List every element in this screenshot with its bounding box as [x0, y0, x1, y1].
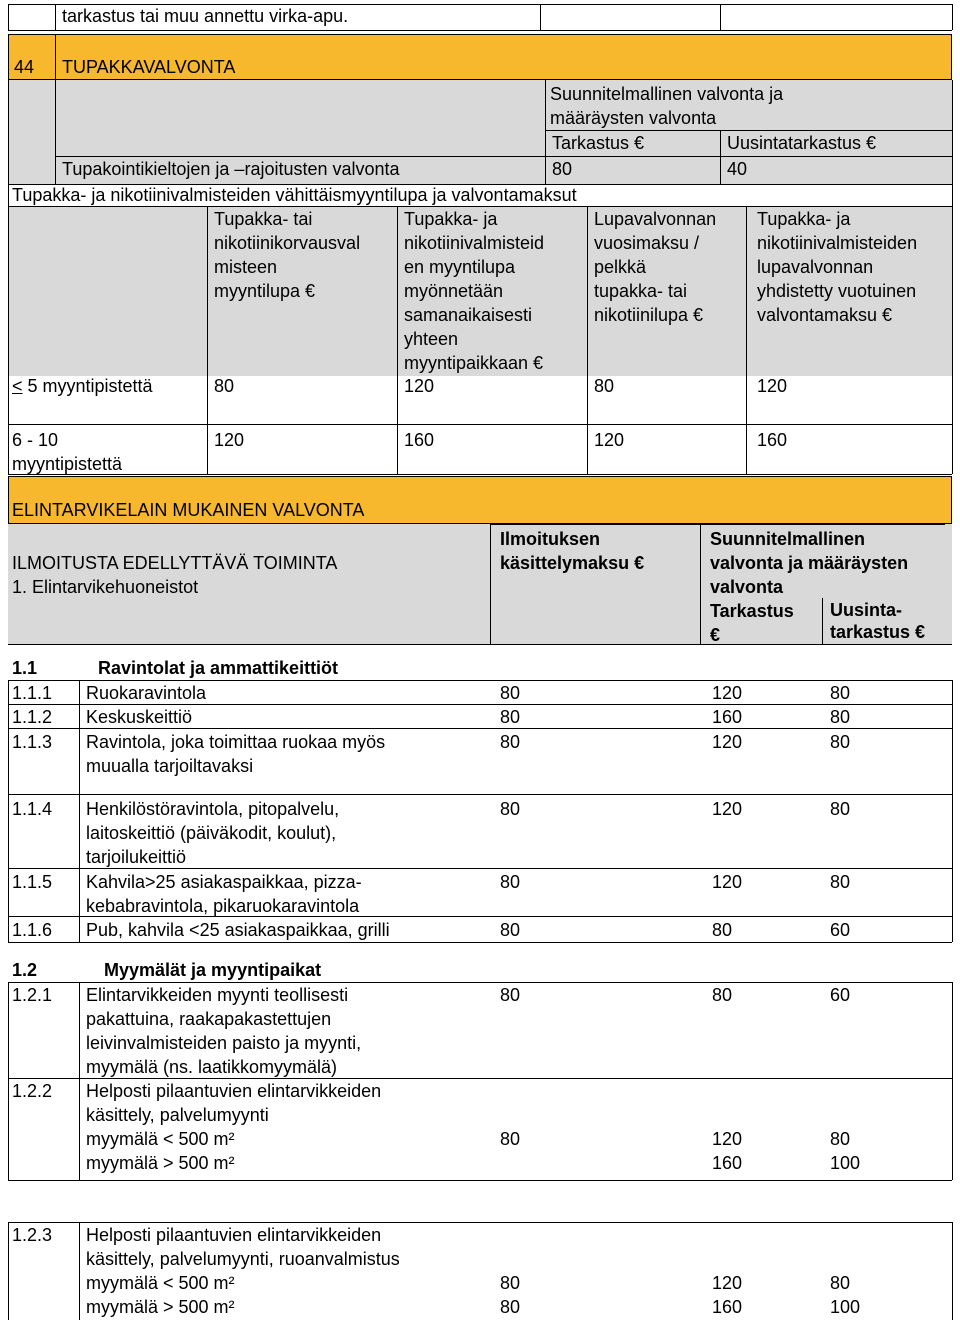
row-1-2-2-insp-large: 160 — [712, 1153, 743, 1173]
row-1-1-6-num: 1.1.6 — [12, 920, 53, 940]
permit-col4-header: Tupakka- ja nikotiinivalmisteiden lupavalvonnan yhdistetty vuotuinen valvontamaksu € — [757, 209, 918, 325]
fee-header: Ilmoituksen käsittelymaksu € — [500, 529, 645, 573]
row-1-1-5-reinsp: 80 — [830, 872, 851, 892]
row-1-1-6-reinsp: 60 — [830, 920, 851, 940]
row-1-1-3-fee: 80 — [500, 732, 521, 752]
permit-col3-header: Lupavalvonnan vuosimaksu / pelkkä tupakka- tai nikotiinilupa € — [594, 209, 717, 325]
group-1-1-num: 1.1 — [12, 658, 38, 678]
row-1-1-6-insp: 80 — [712, 920, 733, 940]
food-sub2: 1. Elintarvikehuoneistot — [12, 577, 199, 597]
smoking-ban-inspection: 80 — [552, 159, 573, 179]
permit-row-2-value-2: 160 — [404, 430, 435, 450]
col-inspection: Tarkastus € — [552, 133, 645, 153]
row-1-1-6-label: Pub, kahvila <25 asiakaspaikkaa, grilli — [86, 920, 390, 940]
row-1-1-1-reinsp: 80 — [830, 683, 851, 703]
row-1-1-2-num: 1.1.2 — [12, 707, 53, 727]
permit-row-2-value-3: 120 — [594, 430, 625, 450]
group-1-1-title: Ravintolat ja ammattikeittiöt — [98, 658, 339, 678]
plan-header-line2: määräysten valvonta — [550, 108, 717, 128]
row-1-2-1-insp: 80 — [712, 985, 733, 1005]
row-1-2-3-reinsp-small: 80 — [830, 1273, 851, 1293]
permit-row-1-label: < 5 myyntipistettä — [12, 376, 153, 396]
row-1-1-6-fee: 80 — [500, 920, 521, 940]
food-col-inspection: Tarkastus € — [710, 601, 794, 645]
row-1-1-4-num: 1.1.4 — [12, 799, 53, 819]
permit-col2-header: Tupakka- ja nikotiinivalmisteid en myyntilupa myönnetään samanaikaisesti yhteen myyntipaikkaan € — [404, 209, 545, 373]
permit-row-1-value-4: 120 — [757, 376, 788, 396]
permit-row-2-label-line2: myyntipistettä — [12, 454, 123, 474]
row-1-2-1-num: 1.2.1 — [12, 985, 53, 1005]
row-1-2-2-reinsp-small: 80 — [830, 1129, 851, 1149]
row-1-1-3-reinsp: 80 — [830, 732, 851, 752]
row-1-2-3-label: Helposti pilaantuvien elintarvikkeiden käsittely, palvelumyynti, ruoanvalmistus myymälä < 500 m² myymälä > 500 m² — [86, 1225, 400, 1317]
permit-row-1-value-2: 120 — [404, 376, 435, 396]
col-reinspection: Uusintatarkastus € — [727, 133, 877, 153]
permit-row-2-value-4: 160 — [757, 430, 788, 450]
row-1-1-2-label: Keskuskeittiö — [86, 707, 193, 727]
row-1-2-2-label: Helposti pilaantuvien elintarvikkeiden käsittely, palvelumyynti myymälä < 500 m² myymälä > 500 m² — [86, 1081, 382, 1173]
row-1-2-1-label: Elintarvikkeiden myynti teollisesti pakattuina, raakapakastettujen leivinvalmisteiden paisto ja myynti, myymälä (ns. laatikkomyymälä) — [86, 985, 362, 1077]
plan-header: Suunnitelmallinen valvonta ja määräysten valvonta — [710, 529, 909, 597]
row-1-1-1-insp: 120 — [712, 683, 743, 703]
smoking-ban-label: Tupakointikieltojen ja –rajoitusten valvonta — [62, 159, 400, 179]
permit-title: Tupakka- ja nikotiinivalmisteiden vähittäismyyntilupa ja valvontamaksut — [12, 185, 577, 205]
row-1-2-3-num: 1.2.3 — [12, 1225, 53, 1245]
permit-row-1-value-3: 80 — [594, 376, 615, 396]
row-1-1-5-fee: 80 — [500, 872, 521, 892]
row-1-1-4-label: Henkilöstöravintola, pitopalvelu, laitoskeittiö (päiväkodit, koulut), tarjoilukeittiö — [86, 799, 340, 867]
food-col-reinspection: Uusinta- tarkastus € — [830, 600, 926, 642]
permit-row-2-value-1: 120 — [214, 430, 245, 450]
food-sub1: ILMOITUSTA EDELLYTTÄVÄ TOIMINTA — [12, 553, 338, 573]
row-1-2-1-reinsp: 60 — [830, 985, 851, 1005]
row-1-2-3-insp-small: 120 — [712, 1273, 743, 1293]
row-1-1-3-label: Ravintola, joka toimittaa ruokaa myös muualla tarjoiltavaksi — [86, 732, 386, 776]
row-1-2-1-fee: 80 — [500, 985, 521, 1005]
row-1-2-2-fee: 80 — [500, 1129, 521, 1149]
row-1-1-5-label: Kahvila>25 asiakaspaikkaa, pizza- kebabravintola, pikaruokaravintola — [86, 872, 362, 916]
row-1-2-2-insp-small: 120 — [712, 1129, 743, 1149]
group-1-2-num: 1.2 — [12, 960, 38, 980]
row-1-1-4-fee: 80 — [500, 799, 521, 819]
row-1-2-3-insp-large: 160 — [712, 1297, 743, 1317]
section-44-number: 44 — [14, 57, 35, 77]
plan-header-line1: Suunnitelmallinen valvonta ja — [550, 84, 784, 104]
permit-row-1-value-1: 80 — [214, 376, 235, 396]
row-1-1-1-num: 1.1.1 — [12, 683, 53, 703]
row-1-1-2-fee: 80 — [500, 707, 521, 727]
row-1-1-5-insp: 120 — [712, 872, 743, 892]
row-1-1-4-reinsp: 80 — [830, 799, 851, 819]
row-1-2-3-fee-small: 80 — [500, 1273, 521, 1293]
permit-col1-header: Tupakka- tai nikotiinikorvausval misteen myyntilupa € — [214, 209, 361, 301]
smoking-ban-reinspection: 40 — [727, 159, 748, 179]
row-1-1-3-insp: 120 — [712, 732, 743, 752]
row-1-1-5-num: 1.1.5 — [12, 872, 53, 892]
group-1-2-title: Myymälät ja myyntipaikat — [104, 960, 322, 980]
row-1-2-3-reinsp-large: 100 — [830, 1297, 861, 1317]
row-1-1-1-label: Ruokaravintola — [86, 683, 207, 703]
row-1-1-3-num: 1.1.3 — [12, 732, 53, 752]
row-1-2-3-fee-large: 80 — [500, 1297, 521, 1317]
row-1-1-2-reinsp: 80 — [830, 707, 851, 727]
row-1-2-2-num: 1.2.2 — [12, 1081, 53, 1101]
permit-row-2-label-line1: 6 - 10 — [12, 430, 59, 450]
top-row-text: tarkastus tai muu annettu virka-apu. — [62, 6, 349, 26]
row-1-1-2-insp: 160 — [712, 707, 743, 727]
section-44-title: TUPAKKAVALVONTA — [62, 57, 236, 77]
row-1-2-2-reinsp-large: 100 — [830, 1153, 861, 1173]
food-section-title: ELINTARVIKELAIN MUKAINEN VALVONTA — [12, 500, 365, 520]
row-1-1-4-insp: 120 — [712, 799, 743, 819]
row-1-1-1-fee: 80 — [500, 683, 521, 703]
